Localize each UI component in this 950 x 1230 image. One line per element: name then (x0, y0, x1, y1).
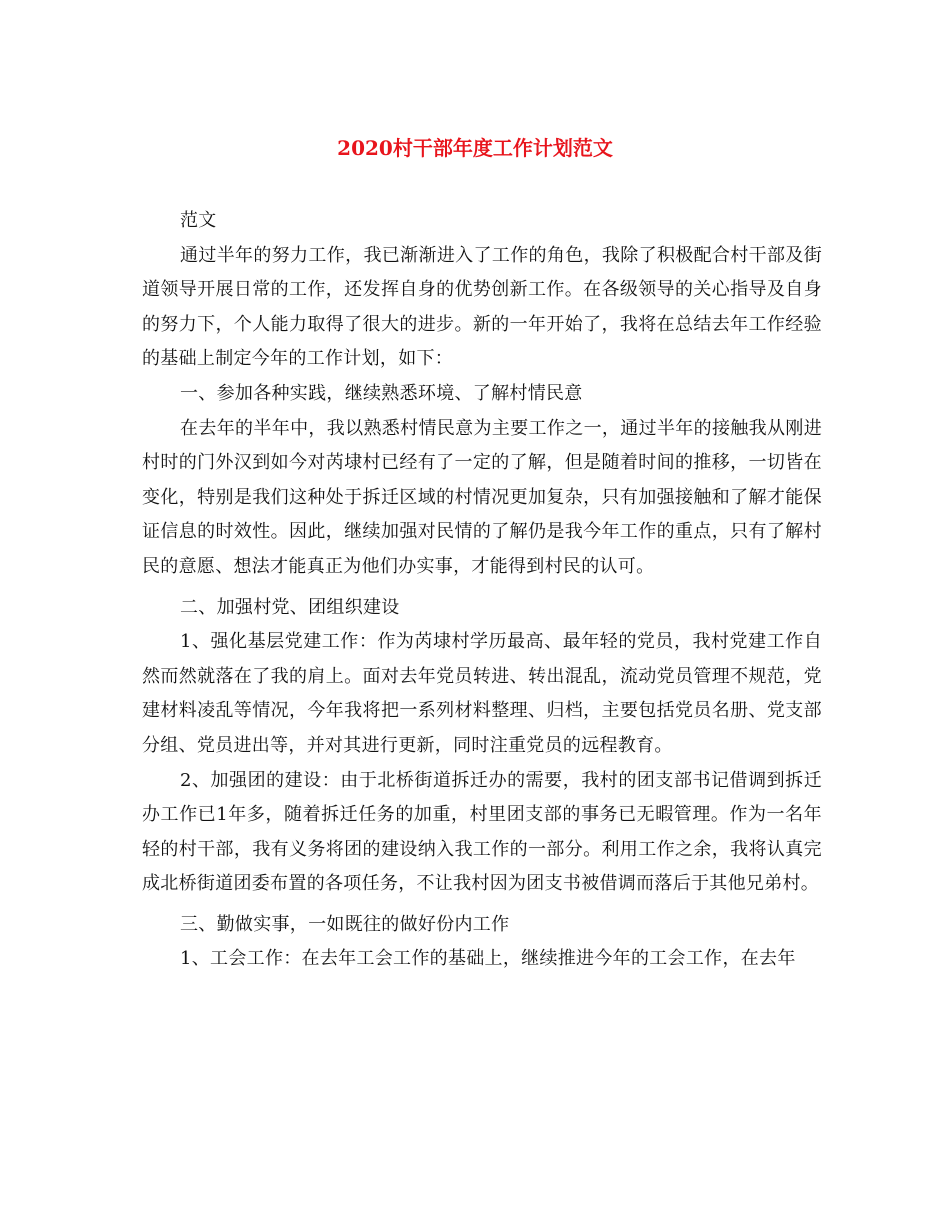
paragraph-league-building: 2、加强团的建设：由于北桥街道拆迁办的需要，我村的团支部书记借调到拆迁办工作已1年多，随着拆迁任务的加重，村里团支部的事务已无暇管理。作为一名年轻的村干部，我有义务将团的建设纳入我工作的一部分。利用工作之余，我将认真完成北桥街道团委布置的各项任务，不让我村因为团支书被借调而落后于其他兄弟村。 (142, 769, 822, 895)
paragraph-intro: 通过半年的努力工作，我已渐渐进入了工作的角色，我除了积极配合村干部及街道领导开展日常的工作，还发挥自身的优势创新工作。在各级领导的关心指导及自身的努力下，个人能力取得了很大的进步。新的一年开始了，我将在总结去年工作经验的基础上制定今年的工作计划，如下： (142, 244, 822, 370)
paragraph-union-work: 1、工会工作：在去年工会工作的基础上，继续推进今年的工会工作，在去年 (180, 948, 796, 970)
document-title: 2020村干部年度工作计划范文 (337, 136, 613, 160)
section-heading-3: 三、勤做实事，一如既往的做好份内工作 (180, 913, 510, 935)
section-heading-1: 一、参加各种实践，继续熟悉环境、了解村情民意 (180, 382, 583, 404)
document-body (142, 204, 822, 977)
paragraph-section-1: 在去年的半年中，我以熟悉村情民意为主要工作之一，通过半年的接触我从刚进村时的门外汉到如今对芮埭村已经有了一定的了解，但是随着时间的推移，一切皆在变化，特别是我们这种处于拆迁区域的村情况更加复杂，只有加强接触和了解才能保证信息的时效性。因此，继续加强对民情的了解仍是我今年工作的重点，只有了解村民的意愿、想法才能真正为他们办实事，才能得到村民的认可。 (142, 417, 822, 577)
paragraph-label: 范文 (180, 210, 217, 231)
section-heading-2: 二、加强村党、团组织建设 (180, 596, 400, 618)
paragraph-party-building: 1、强化基层党建工作：作为芮埭村学历最高、最年轻的党员，我村党建工作自然而然就落在了我的肩上。面对去年党员转进、转出混乱，流动党员管理不规范，党建材料凌乱等情况，今年我将把一系列材料整理、归档，主要包括党员名册、党支部分组、党员进出等，并对其进行更新，同时注重党员的远程教育。 (142, 631, 822, 756)
